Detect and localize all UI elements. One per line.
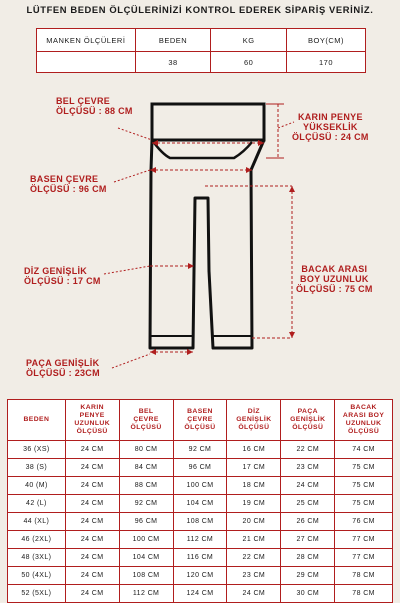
- table-cell: 42 (L): [8, 495, 66, 513]
- model-value-cell: 38: [135, 52, 211, 73]
- table-cell: 24 CM: [65, 531, 119, 549]
- table-cell: 24 CM: [65, 567, 119, 585]
- table-cell: 17 CM: [227, 459, 281, 477]
- inseam-label: [296, 264, 373, 294]
- table-cell: 20 CM: [227, 513, 281, 531]
- belly-height-label: [292, 112, 369, 142]
- size-header-basen: BASEN ÇEVRE ÖLÇÜSÜ: [173, 400, 227, 441]
- table-cell: 24 CM: [65, 513, 119, 531]
- table-cell: 36 (XS): [8, 441, 66, 459]
- table-cell: 108 CM: [119, 567, 173, 585]
- table-cell: 26 CM: [281, 513, 335, 531]
- table-cell: 77 CM: [335, 549, 393, 567]
- table-cell: 24 CM: [65, 477, 119, 495]
- table-cell: 84 CM: [119, 459, 173, 477]
- table-cell: 50 (4XL): [8, 567, 66, 585]
- knee-label-line: ÖLÇÜSÜ : 17 CM: [24, 276, 101, 286]
- table-cell: 29 CM: [281, 567, 335, 585]
- table-cell: 96 CM: [173, 459, 227, 477]
- table-cell: 92 CM: [173, 441, 227, 459]
- table-cell: 22 CM: [227, 549, 281, 567]
- size-header-paca: PAÇA GENİŞLİK ÖLÇÜSÜ: [281, 400, 335, 441]
- model-value-cell: 170: [287, 52, 366, 73]
- belly-height-label-line: YÜKSEKLİK: [303, 122, 358, 132]
- model-header-cell: KG: [211, 29, 287, 52]
- model-header-cell: BEDEN: [135, 29, 211, 52]
- page-title: LÜTFEN BEDEN ÖLÇÜLERİNİZİ KONTROL EDEREK SİPARİŞ VERİNİZ.: [26, 4, 374, 15]
- table-cell: 38 (S): [8, 459, 66, 477]
- knee-label: [24, 266, 101, 286]
- table-row: [8, 567, 393, 585]
- table-cell: 24 CM: [65, 459, 119, 477]
- table-cell: 88 CM: [119, 477, 173, 495]
- table-cell: 74 CM: [335, 441, 393, 459]
- table-cell: 104 CM: [173, 495, 227, 513]
- table-cell: 100 CM: [119, 531, 173, 549]
- model-value-cell: [37, 52, 136, 73]
- table-cell: 24 CM: [65, 549, 119, 567]
- table-cell: 77 CM: [335, 531, 393, 549]
- table-row: [8, 531, 393, 549]
- table-cell: 24 CM: [281, 477, 335, 495]
- model-measurements-table: [36, 28, 366, 73]
- table-cell: 21 CM: [227, 531, 281, 549]
- table-cell: 30 CM: [281, 585, 335, 603]
- table-cell: 80 CM: [119, 441, 173, 459]
- table-cell: 78 CM: [335, 585, 393, 603]
- table-cell: 28 CM: [281, 549, 335, 567]
- table-row: [8, 549, 393, 567]
- model-header-cell: MANKEN ÖLÇÜLERİ: [37, 29, 136, 52]
- table-cell: 108 CM: [173, 513, 227, 531]
- hip-label: [30, 174, 107, 194]
- inseam-label-line: BACAK ARASI: [301, 264, 368, 274]
- table-cell: 76 CM: [335, 513, 393, 531]
- hem-label-line: PAÇA GENİŞLİK: [26, 358, 100, 368]
- size-table-body: [8, 441, 393, 603]
- table-cell: 19 CM: [227, 495, 281, 513]
- waist-label-line: BEL ÇEVRE: [56, 96, 111, 106]
- table-cell: 112 CM: [119, 585, 173, 603]
- hem-label-line: ÖLÇÜSÜ : 23CM: [26, 368, 100, 378]
- waistband-outline: [152, 104, 264, 140]
- table-cell: 22 CM: [281, 441, 335, 459]
- trousers-diagram: [0, 88, 400, 388]
- belly-height-label-line: ÖLÇÜSÜ : 24 CM: [292, 132, 369, 142]
- table-cell: 40 (M): [8, 477, 66, 495]
- size-header-bel: BEL ÇEVRE ÖLÇÜSÜ: [119, 400, 173, 441]
- table-cell: 25 CM: [281, 495, 335, 513]
- table-cell: 112 CM: [173, 531, 227, 549]
- table-cell: 75 CM: [335, 459, 393, 477]
- table-cell: 104 CM: [119, 549, 173, 567]
- table-cell: 96 CM: [119, 513, 173, 531]
- table-cell: 23 CM: [227, 567, 281, 585]
- table-cell: 18 CM: [227, 477, 281, 495]
- table-cell: 75 CM: [335, 495, 393, 513]
- table-cell: 24 CM: [65, 441, 119, 459]
- waist-label-line: ÖLÇÜSÜ : 88 CM: [56, 106, 133, 116]
- hem-label: [26, 358, 100, 378]
- size-header-diz: DİZ GENİŞLİK ÖLÇÜSÜ: [227, 400, 281, 441]
- size-header-beden: BEDEN: [8, 400, 66, 441]
- table-cell: 116 CM: [173, 549, 227, 567]
- table-cell: 48 (3XL): [8, 549, 66, 567]
- table-cell: 78 CM: [335, 567, 393, 585]
- table-row: [8, 441, 393, 459]
- table-cell: 27 CM: [281, 531, 335, 549]
- table-cell: 24 CM: [65, 495, 119, 513]
- table-cell: 16 CM: [227, 441, 281, 459]
- table-cell: 124 CM: [173, 585, 227, 603]
- size-header-karin: KARIN PENYE UZUNLUK ÖLÇÜSÜ: [65, 400, 119, 441]
- table-cell: 44 (XL): [8, 513, 66, 531]
- table-row: [8, 513, 393, 531]
- table-cell: 75 CM: [335, 477, 393, 495]
- table-cell: 46 (2XL): [8, 531, 66, 549]
- waist-label: [56, 96, 133, 116]
- inseam-label-line: BOY UZUNLUK: [300, 274, 369, 284]
- inseam-label-line: ÖLÇÜSÜ : 75 CM: [296, 284, 373, 294]
- table-cell: 23 CM: [281, 459, 335, 477]
- table-row: [8, 477, 393, 495]
- model-header-cell: BOY(CM): [287, 29, 366, 52]
- hip-label-line: ÖLÇÜSÜ : 96 CM: [30, 184, 107, 194]
- size-chart-table: [7, 399, 393, 603]
- table-cell: 24 CM: [65, 585, 119, 603]
- table-cell: 52 (5XL): [8, 585, 66, 603]
- model-value-cell: 60: [211, 52, 287, 73]
- belly-height-label-line: KARIN PENYE: [297, 112, 363, 122]
- hip-label-line: BASEN ÇEVRE: [30, 174, 99, 184]
- table-cell: 120 CM: [173, 567, 227, 585]
- size-header-bacak: BACAK ARASI BOY UZUNLUK ÖLÇÜSÜ: [335, 400, 393, 441]
- table-cell: 100 CM: [173, 477, 227, 495]
- table-cell: 92 CM: [119, 495, 173, 513]
- knee-label-line: DİZ GENİŞLİK: [24, 266, 88, 276]
- size-table-header-row: [8, 400, 393, 441]
- table-row: [8, 495, 393, 513]
- table-row: [8, 459, 393, 477]
- table-cell: 24 CM: [227, 585, 281, 603]
